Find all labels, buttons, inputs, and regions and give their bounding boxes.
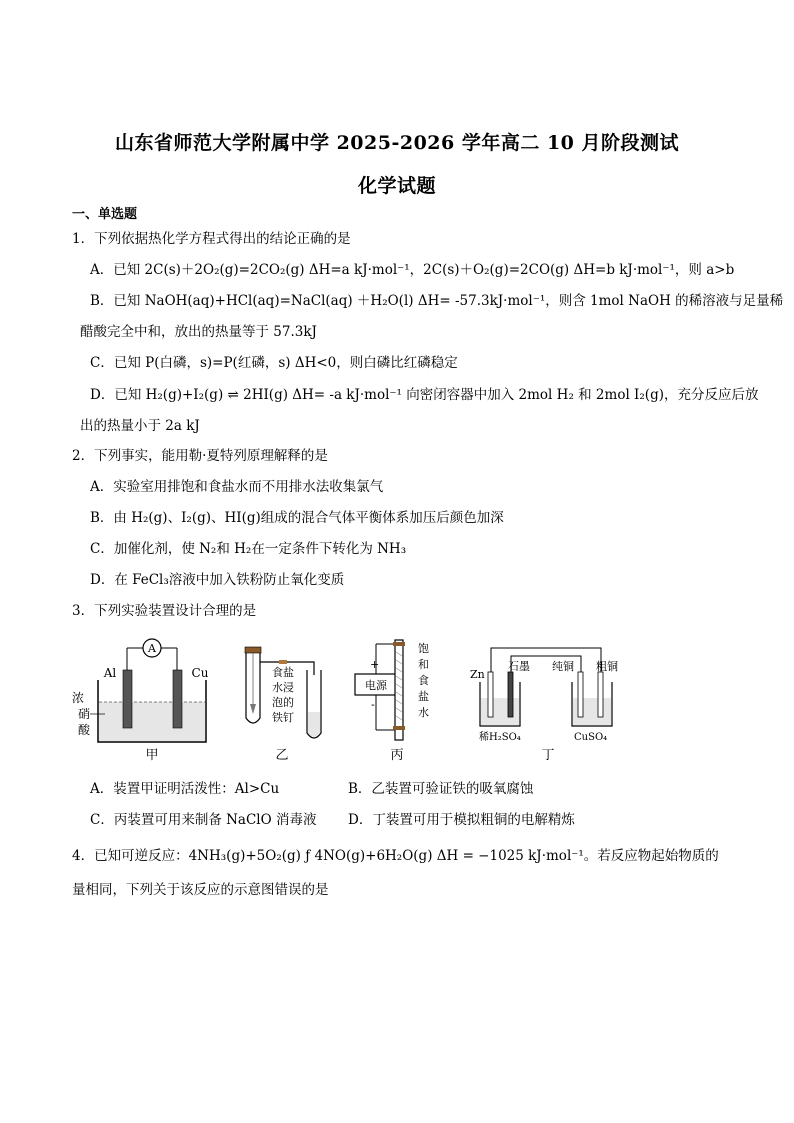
right-solution-label: CuSO₄ [574, 732, 608, 743]
pure-cu-electrode [578, 672, 583, 717]
apparatus-ding [470, 648, 618, 763]
caption-bing: 丙 [390, 748, 404, 763]
yi-label-3: 泡的 [272, 696, 294, 709]
acid-label-3: 酸 [78, 723, 91, 737]
crude-cu-label: 粗铜 [596, 660, 618, 673]
question-3-option-a: A．装置甲证明活泼性：Al>Cu [90, 781, 280, 797]
iron-nail-icon [250, 704, 256, 714]
apparatus-bing [355, 640, 429, 763]
question-2-stem: 2．下列事实，能用勒·夏特列原理解释的是 [72, 448, 328, 464]
question-1-option-a: A．已知 2C(s)＋2O₂(g)=2CO₂(g) ΔH=a kJ·mol⁻¹，2C(s)＋O₂(g)=2CO(g) ΔH=b kJ·mol⁻¹，则 a>b [90, 262, 735, 278]
section-heading: 一、单选题 [72, 207, 138, 222]
left-solution-label: 稀H₂SO₄ [479, 732, 521, 743]
question-2-option-d: D．在 FeCl₃溶液中加入铁粉防止氧化变质 [90, 572, 345, 588]
acid-solution [99, 702, 205, 741]
caption-ding: 丁 [541, 748, 555, 763]
stopper-icon [245, 647, 261, 653]
bing-label-2: 和 [418, 658, 429, 671]
question-1-option-d: D．已知 H₂(g)+I₂(g) ⇌ 2HI(g) ΔH= -a kJ·mol⁻¹ 向密闭容器中加入 2mol H₂ 和 2mol I₂(g)，充分反应后放 [90, 387, 759, 403]
yi-label-2: 水浸 [272, 681, 294, 694]
bottom-electrode-icon [393, 726, 405, 730]
question-1-option-b: B．已知 NaOH(aq)+HCl(aq)=NaCl(aq) ＋H₂O(l) ΔH= -57.3kJ·mol⁻¹，则含 1mol NaOH 的稀溶液与足量稀 [90, 293, 784, 309]
question-3-stem: 3．下列实验装置设计合理的是 [72, 603, 257, 619]
bing-label-5: 水 [418, 706, 429, 719]
zn-electrode [488, 672, 493, 717]
question-4-stem: 4．已知可逆反应：4NH₃(g)+5O₂(g) ƒ 4NO(g)+6H₂O(g) ΔH = −1025 kJ·mol⁻¹。若反应物起始物质的 [72, 848, 719, 864]
ammeter-label: A [148, 642, 156, 655]
bing-label-4: 盐 [418, 690, 429, 703]
question-2-option-a: A．实验室用排饱和食盐水而不用排水法收集氯气 [90, 479, 384, 495]
tube-joint-icon [279, 660, 287, 664]
cu-electrode [173, 670, 182, 728]
top-electrode-icon [393, 642, 405, 646]
water-in-tube [308, 712, 320, 737]
apparatus-svg [60, 630, 740, 765]
zn-label: Zn [470, 668, 485, 681]
question-1-stem: 1．下列依据热化学方程式得出的结论正确的是 [72, 231, 351, 247]
yi-label-1: 食盐 [272, 666, 294, 679]
acid-label-1: 浓 [72, 691, 85, 705]
graphite-electrode [508, 672, 513, 717]
question-1-option-c: C．已知 P(白磷，s)=P(红磷，s) ΔH<0，则白磷比红磷稳定 [90, 355, 458, 371]
minus-label: - [371, 698, 375, 711]
acid-label-2: 硝 [78, 707, 91, 721]
apparatus-yi [245, 647, 321, 763]
question-1-option-b-cont: 醋酸完全中和，放出的热量等于 57.3kJ [80, 324, 317, 340]
question-1-option-d-cont: 出的热量小于 2a kJ [80, 418, 200, 434]
plus-label: + [370, 658, 380, 671]
question-3-option-d: D．丁装置可用于模拟粗铜的电解精炼 [348, 812, 575, 828]
question-3-option-b: B．乙装置可验证铁的吸氧腐蚀 [348, 781, 534, 797]
apparatus-figure [60, 630, 740, 765]
bing-label-1: 饱 [418, 642, 429, 655]
al-electrode [123, 670, 132, 728]
question-4-stem-cont: 量相同，下列关于该反应的示意图错误的是 [72, 882, 329, 898]
page-subtitle: 化学试题 [357, 175, 436, 197]
power-label: 电源 [365, 679, 387, 692]
pure-cu-label: 纯铜 [552, 660, 574, 673]
graphite-label: 石墨 [508, 660, 530, 673]
caption-yi: 乙 [275, 748, 289, 763]
apparatus-jia [72, 639, 209, 763]
question-2-option-b: B．由 H₂(g)、I₂(g)、HI(g)组成的混合气体平衡体系加压后颜色加深 [90, 510, 504, 526]
electrolysis-tube [395, 640, 403, 740]
yi-label-4: 铁钉 [272, 711, 294, 724]
bing-label-3: 食 [418, 674, 429, 687]
caption-jia: 甲 [145, 748, 159, 763]
al-label: Al [103, 666, 117, 680]
page-title: 山东省师范大学附属中学 2025-2026 学年高二 10 月阶段测试 [114, 132, 680, 154]
crude-cu-electrode [598, 672, 603, 717]
cu-label: Cu [191, 666, 209, 680]
question-3-option-c: C．丙装置可用来制备 NaClO 消毒液 [90, 812, 317, 828]
question-2-option-c: C．加催化剂，使 N₂和 H₂在一定条件下转化为 NH₃ [90, 541, 407, 557]
